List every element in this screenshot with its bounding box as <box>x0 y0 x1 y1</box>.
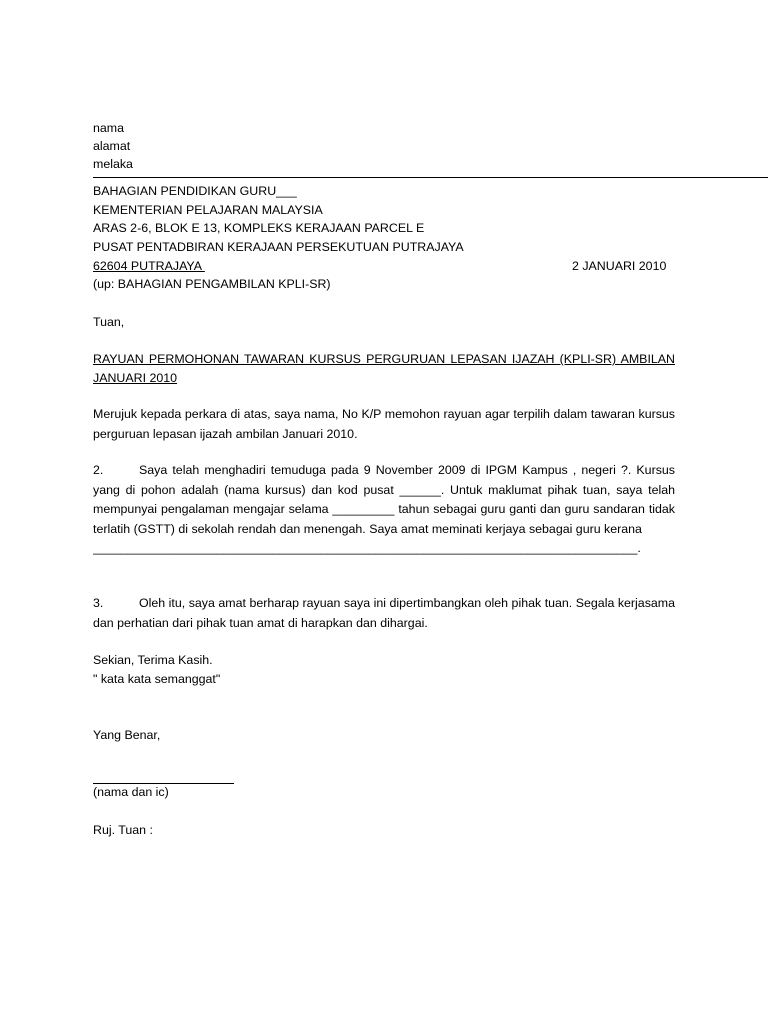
sign-off: Yang Benar, <box>93 728 161 742</box>
recipient-line: KEMENTERIAN PELAJARAN MALAYSIA <box>93 202 323 217</box>
recipient-block <box>93 182 464 257</box>
recipient-line: BAHAGIAN PENDIDIKAN GURU___ <box>93 184 297 198</box>
paragraph-3-text: Oleh itu, saya amat berharap rayuan saya ini dipertimbangkan oleh pihak tuan. Segala kerjasama dan perhatian dari pihak tuan amat di harapkan dan dihargai. <box>93 596 675 630</box>
signature-label: (nama dan ic) <box>93 785 169 799</box>
paragraph-1: Merujuk kepada perkara di atas, saya nama, No K/P memohon rayuan agar terpilih dalam tawaran kursus perguruan lepasan ijazah ambilan Januari 2010. <box>93 407 675 441</box>
paragraph-2 <box>93 461 675 559</box>
header-divider <box>93 177 768 178</box>
recipient-line: PUSAT PENTADBIRAN KERAJAAN PERSEKUTUAN PUTRAJAYA <box>93 240 464 255</box>
sender-city: melaka <box>93 157 133 171</box>
paragraph-2-blank-line: _______________________________________________________________________________. <box>93 541 641 556</box>
letter-subject: RAYUAN PERMOHONAN TAWARAN KURSUS PERGURUAN LEPASAN IJAZAH (KPLI-SR) AMBILAN JANUARI 2010 <box>93 352 675 385</box>
closing-thanks: Sekian, Terima Kasih. <box>93 653 213 667</box>
closing-motto: " kata kata semanggat" <box>93 672 221 686</box>
sender-name: nama <box>93 121 124 135</box>
paragraph-number: 3. <box>93 596 104 610</box>
paragraph-2-text: Saya telah menghadiri temuduga pada 9 November 2009 di IPGM Kampus , negeri ?. Kursus yang di pohon adalah (nama kursus) dan kod pusat ______. Untuk maklumat pihak tuan, saya telah mempunyai pengalaman mengajar selama _________ tahun sebagai guru ganti dan guru sandaran tidak terlatih (GSTT) di sekolah rendah dan menengah. Saya amat meminati kerjaya sebagai guru kerana <box>93 463 675 536</box>
reference-label: Ruj. Tuan : <box>93 823 153 837</box>
sender-block <box>93 119 133 173</box>
letter-date: 2 JANUARI 2010 <box>572 259 667 273</box>
closing-block <box>93 651 220 689</box>
sender-address: alamat <box>93 139 131 153</box>
paragraph-number: 2. <box>93 463 104 477</box>
paragraph-2-body <box>93 461 675 539</box>
recipient-postcode: 62604 PUTRAJAYA <box>93 259 205 273</box>
paragraph-3 <box>93 594 675 633</box>
salutation: Tuan, <box>93 315 125 329</box>
recipient-attention: (up: BAHAGIAN PENGAMBILAN KPLI-SR) <box>93 277 331 291</box>
recipient-line: ARAS 2-6, BLOK E 13, KOMPLEKS KERAJAAN PARCEL E <box>93 221 425 236</box>
